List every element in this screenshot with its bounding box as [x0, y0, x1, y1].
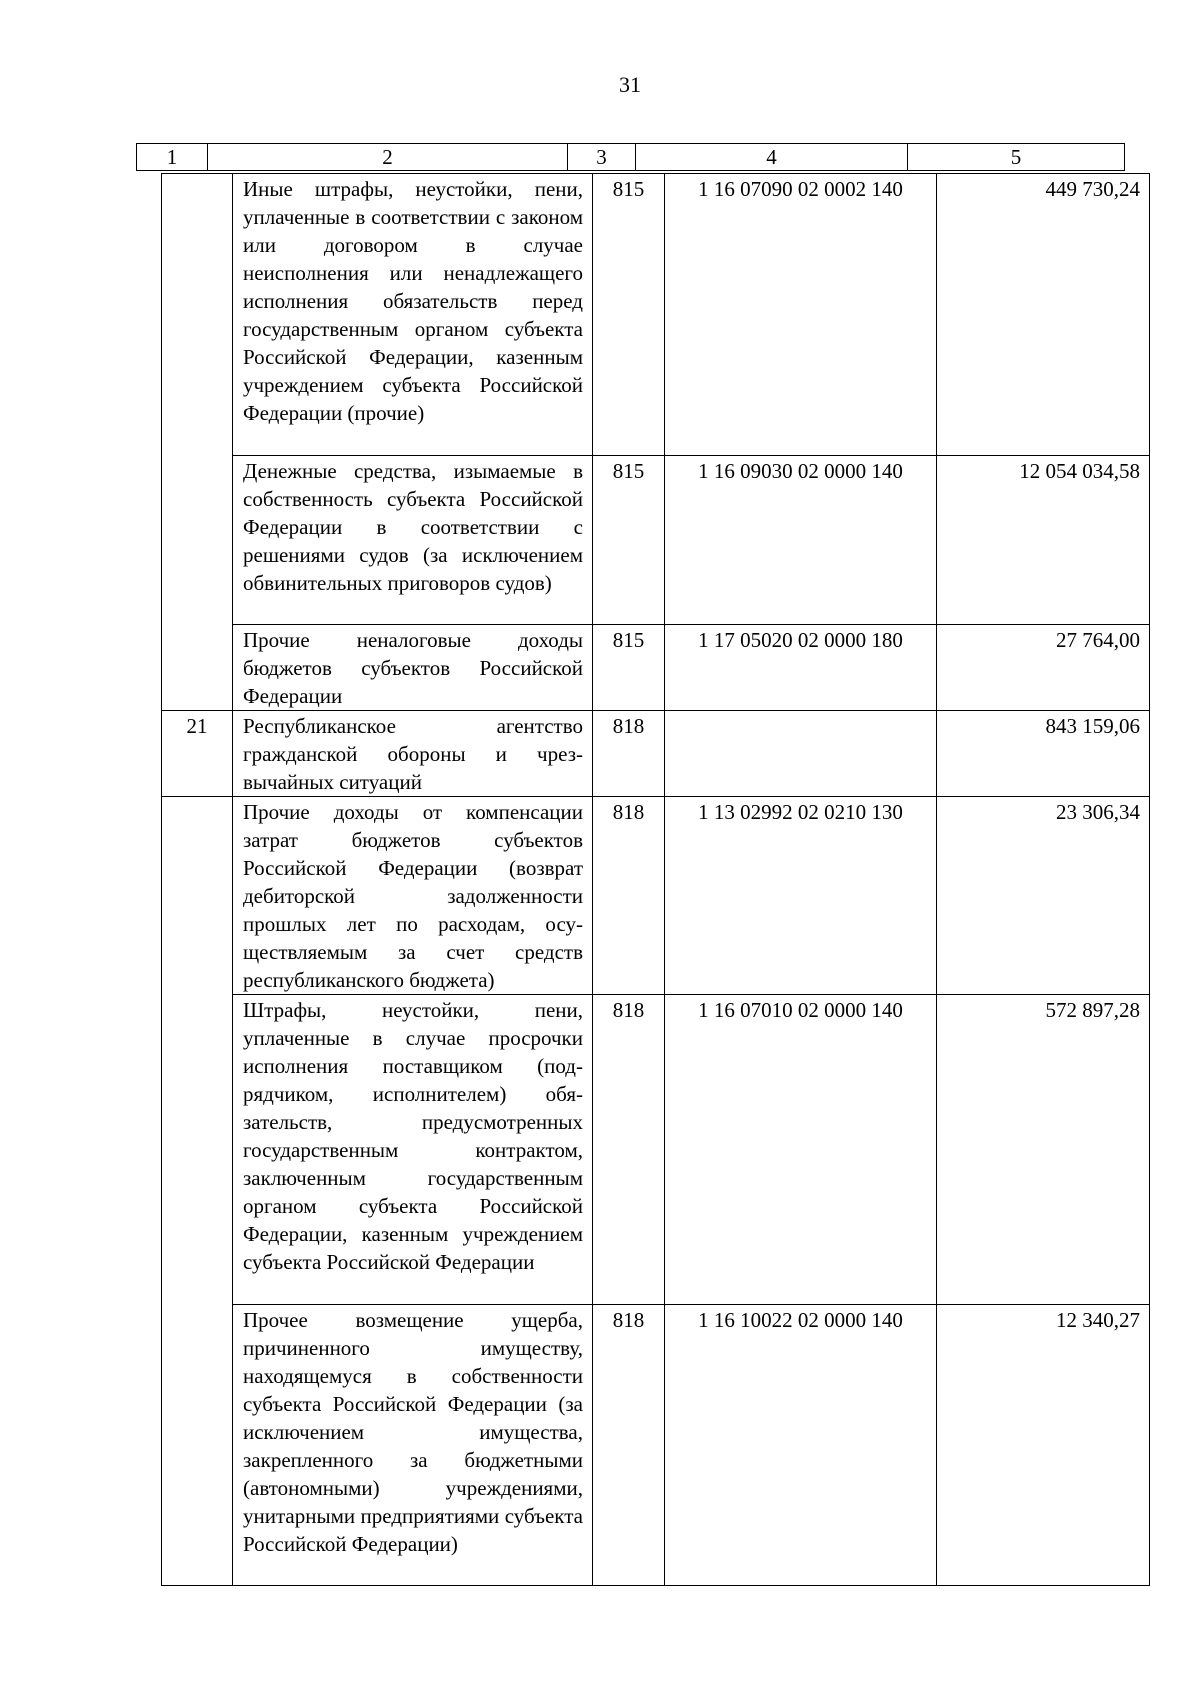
header-col-1: 1: [137, 144, 208, 171]
row-number: [162, 456, 233, 625]
row-description: Штрафы, неустойки, пени, уплаченные в случае просрочки исполнения поставщиком (подрядчиком, исполнителем) обязательств, предусмотренных государственным контрактом, заключенным государственным органом субъекта Российской Федерации, казенным учреждением субъекта Российской Федерации: [233, 995, 593, 1305]
row-number: [162, 797, 233, 995]
row-amount: 23 306,34: [937, 797, 1150, 995]
row-kbk-code: 1 16 07010 02 0000 140: [665, 995, 937, 1305]
row-amount: 12 054 034,58: [937, 456, 1150, 625]
row-amount: 12 340,27: [937, 1305, 1150, 1586]
row-admin-code: 815: [593, 625, 665, 711]
row-number: 21: [162, 711, 233, 797]
revenue-table: [161, 173, 1150, 1586]
row-description: Республиканское агентство гражданской обороны и чрезвычайных ситуаций: [233, 711, 593, 797]
row-kbk-code: 1 13 02992 02 0210 130: [665, 797, 937, 995]
header-col-5: 5: [908, 144, 1125, 171]
row-description: Прочие неналоговые доходы бюджетов субъектов Российской Федерации: [233, 625, 593, 711]
table-row: [162, 1305, 1150, 1586]
row-description: Денежные средства, изымаемые в собственность субъекта Российской Федерации в соответствии с решениями судов (за исключением обвинительных приговоров судов): [233, 456, 593, 625]
table-row: [162, 625, 1150, 711]
row-kbk-code: 1 16 10022 02 0000 140: [665, 1305, 937, 1586]
row-number: [162, 174, 233, 456]
row-number: [162, 1305, 233, 1586]
table-row: [162, 797, 1150, 995]
header-col-3: 3: [568, 144, 636, 171]
table-row: [162, 174, 1150, 456]
header-row: [137, 144, 1125, 171]
table-row: [162, 711, 1150, 797]
table-row: [162, 456, 1150, 625]
row-amount: 449 730,24: [937, 174, 1150, 456]
row-number: [162, 625, 233, 711]
row-amount: 843 159,06: [937, 711, 1150, 797]
row-kbk-code: 1 16 07090 02 0002 140: [665, 174, 937, 456]
row-admin-code: 818: [593, 797, 665, 995]
header-col-2: 2: [208, 144, 568, 171]
row-kbk-code: [665, 711, 937, 797]
row-description: Иные штрафы, неустойки, пени, уплаченные в соответствии с законом или договором в случае неисполнения или ненадлежащего исполнения обязательств перед государственным органом субъекта Российской Федерации, казенным учреждением субъекта Российской Федерации (прочие): [233, 174, 593, 456]
row-kbk-code: 1 16 09030 02 0000 140: [665, 456, 937, 625]
row-number: [162, 995, 233, 1305]
row-admin-code: 818: [593, 711, 665, 797]
table-header: [136, 143, 1125, 171]
row-description: Прочее возмещение ущерба, причиненного имуществу, находящемуся в собственности субъекта Российской Федерации (за исключением имущества, закрепленного за бюджетными (автономными) учреждениями, унитарными предприятиями субъекта Российской Федерации): [233, 1305, 593, 1586]
row-kbk-code: 1 17 05020 02 0000 180: [665, 625, 937, 711]
header-col-4: 4: [636, 144, 908, 171]
row-amount: 572 897,28: [937, 995, 1150, 1305]
table-row: [162, 995, 1150, 1305]
row-admin-code: 815: [593, 174, 665, 456]
row-admin-code: 815: [593, 456, 665, 625]
row-description: Прочие доходы от компенсации затрат бюджетов субъектов Российской Федерации (возврат дебиторской задолженности прошлых лет по расходам, осуществляемым за счет средств республиканского бюджета): [233, 797, 593, 995]
row-admin-code: 818: [593, 995, 665, 1305]
page-number: 31: [619, 72, 641, 97]
row-admin-code: 818: [593, 1305, 665, 1586]
row-amount: 27 764,00: [937, 625, 1150, 711]
